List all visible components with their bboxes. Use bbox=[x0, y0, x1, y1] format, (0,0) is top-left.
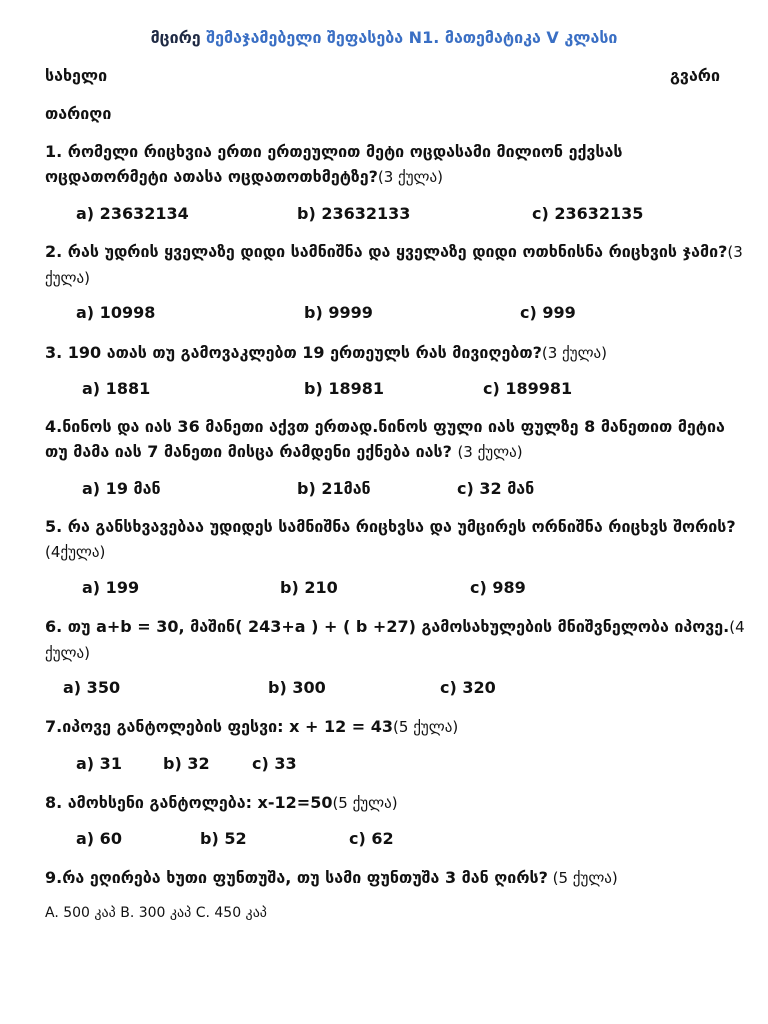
answer-7a: a) 31 bbox=[76, 754, 122, 773]
answer-1b: b) 23632133 bbox=[297, 204, 411, 223]
title-part-2: შემაჯამებელი შეფასება N1. მათემატიკა V კლასი bbox=[206, 28, 618, 47]
question-9 bbox=[45, 865, 745, 891]
answer-6c: c) 320 bbox=[440, 678, 496, 697]
question-8 bbox=[45, 790, 745, 816]
question-5 bbox=[45, 514, 745, 565]
question-7 bbox=[45, 714, 745, 740]
answer-1a: a) 23632134 bbox=[76, 204, 189, 223]
answer-2c: c) 999 bbox=[520, 303, 576, 322]
question-2 bbox=[45, 239, 745, 291]
name-label: სახელი bbox=[45, 66, 108, 85]
question-3 bbox=[45, 340, 745, 366]
answer-5c: c) 989 bbox=[470, 578, 526, 597]
answer-2a: a) 10998 bbox=[76, 303, 156, 322]
question-text: 4.ნინოს და იას 36 მანეთი აქვთ ერთად.ნინოს ფული იას ფულზე 8 მანეთით მეტია თუ მამა იას 7 მანეთი მისცა რამდენი ექნება იას? bbox=[45, 417, 725, 461]
question-4 bbox=[45, 414, 745, 465]
answer-7b: b) 32 bbox=[163, 754, 210, 773]
answer-5b: b) 210 bbox=[280, 578, 338, 597]
question-points: (4ქულა) bbox=[45, 543, 106, 561]
answer-3a: a) 1881 bbox=[82, 379, 151, 398]
question-text: 5. რა განსხვავებაა უდიდეს სამნიშნა რიცხვსა და უმცირეს ორნიშნა რიცხვს შორის? bbox=[45, 517, 736, 536]
question-text: 3. 190 ათას თუ გამოვაკლებთ 19 ერთეულს რას მივიღებთ? bbox=[45, 343, 542, 362]
question-text: 9.რა ეღირება ხუთი ფუნთუშა, თუ სამი ფუნთუშა 3 მან ღირს? bbox=[45, 868, 548, 887]
answer-5a: a) 199 bbox=[82, 578, 140, 597]
answer-3c: c) 189981 bbox=[483, 379, 573, 398]
answer-1c: c) 23632135 bbox=[532, 204, 644, 223]
question-text: 6. თუ a+b = 30, მაშინ( 243+a ) + ( b +27) გამოსახულების მნიშვნელობა იპოვე. bbox=[45, 617, 730, 636]
question-points: (3 ქულა) bbox=[457, 443, 523, 461]
title-part-1: მცირე bbox=[150, 28, 207, 47]
page-title bbox=[0, 28, 768, 47]
question-points: (5 ქულა) bbox=[547, 869, 618, 887]
answer-7c: c) 33 bbox=[252, 754, 297, 773]
question-1 bbox=[45, 139, 745, 190]
question-points: (3 ქულა) bbox=[377, 168, 443, 186]
answer-6b: b) 300 bbox=[268, 678, 326, 697]
question-text: 8. ამოხსენი განტოლება: x-12=50 bbox=[45, 793, 333, 812]
answer-3b: b) 18981 bbox=[304, 379, 384, 398]
answer-8b: b) 52 bbox=[200, 829, 247, 848]
question-text: 1. რომელი რიცხვია ერთი ერთეულით მეტი ოცდასამი მილიონ ექვსას ოცდათორმეტი ათასა ოცდათოთხმეტზე? bbox=[45, 142, 623, 186]
question-text: 2. რას უდრის ყველაზე დიდი სამნიშნა და ყველაზე დიდი ოთხნისნა რიცხვის ჯამი? bbox=[45, 242, 728, 261]
date-label: თარიღი bbox=[45, 104, 112, 123]
question-9-answers: A. 500 კაპ B. 300 კაპ C. 450 კაპ bbox=[45, 905, 267, 921]
surname-label: გვარი bbox=[669, 66, 720, 85]
answer-4a: a) 19 მან bbox=[82, 479, 161, 498]
question-text: 7.იპოვე განტოლების ფესვი: x + 12 = 43 bbox=[45, 717, 394, 736]
question-points: (5 ქულა) bbox=[393, 718, 459, 736]
answer-8a: a) 60 bbox=[76, 829, 122, 848]
question-points: (3 ქულა) bbox=[541, 344, 608, 362]
answer-4c: c) 32 მან bbox=[457, 479, 535, 498]
question-points: (4 ქულა) bbox=[45, 618, 745, 662]
answer-8c: c) 62 bbox=[349, 829, 394, 848]
answer-6a: a) 350 bbox=[63, 678, 121, 697]
answer-4b: b) 21მან bbox=[297, 479, 371, 498]
answer-2b: b) 9999 bbox=[304, 303, 373, 322]
question-points: (3 ქულა) bbox=[45, 243, 743, 287]
question-6 bbox=[45, 614, 745, 666]
question-points: (5 ქულა) bbox=[332, 794, 398, 812]
